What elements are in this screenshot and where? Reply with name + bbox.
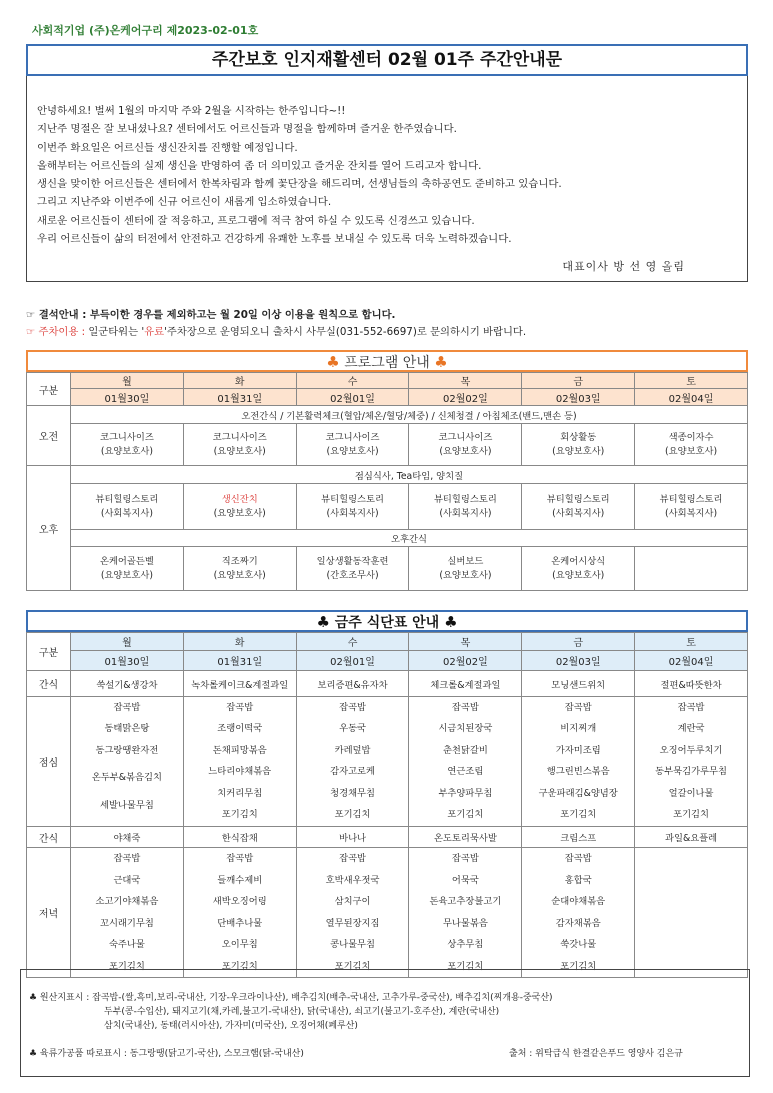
menu-item: 순대야채볶음 (551, 896, 606, 907)
program-staff: (요양보호사) (439, 569, 492, 581)
snack-cell: 모닝샌드위치 (522, 671, 635, 697)
col-label: 구분 (27, 633, 71, 671)
program-table (26, 372, 748, 591)
morning-common: 오전간식 / 기본활력체크(혈압/체온/혈당/체중) / 신체청결 / 아침체조(밴드,맨손 등) (71, 406, 748, 424)
club-icon: ♣ (444, 613, 458, 631)
menu-item: 돈채피망볶음 (212, 744, 267, 756)
day-cell: 월 (71, 633, 184, 651)
origin-line: 두부(콩-수입산), 돼지고기(채,카레,불고기-국내산), 닭(국내산), 쇠고기(불고기-호주산), 계란(국내산) (104, 1007, 500, 1017)
menu-item: 쑥갓나물 (560, 939, 597, 950)
program-cell (183, 424, 296, 466)
program-staff: (사회복지사) (664, 507, 718, 519)
day-cell: 목 (409, 633, 522, 651)
letter-line: 그리고 지난주와 이번주에 신규 어르신이 새롭게 입소하였습니다. (37, 196, 332, 209)
menu-item: 꼬시래기무침 (99, 917, 154, 929)
menu-item: 감자채볶음 (555, 917, 601, 929)
dinner-cell-empty (635, 848, 748, 978)
menu-item: 춘천닭갈비 (442, 744, 488, 756)
afternoon-common: 점심식사, Tea타임, 양치질 (71, 466, 748, 484)
program-cell (635, 424, 748, 466)
lunch-cell (296, 697, 409, 827)
absence-notice: ☞ 결석안내 : 부득이한 경우를 제외하고는 월 20일 이상 이용을 원칙으로 합니다. (26, 309, 396, 321)
day-cell: 화 (183, 633, 296, 651)
menu-item: 홍합국 (564, 874, 592, 886)
program-cell (296, 484, 409, 530)
program-cell (71, 424, 184, 466)
date-cell: 02월01일 (296, 389, 409, 406)
program-staff: (요양보호사) (552, 569, 605, 581)
date-cell: 02월01일 (296, 651, 409, 671)
dinner-cell (409, 848, 522, 978)
snack-cell: 바나나 (296, 827, 409, 848)
date-cell: 02월02일 (409, 651, 522, 671)
lunch-cell (183, 697, 296, 827)
snack-cell: 쑥설기&생강차 (71, 671, 184, 697)
menu-title: 금주 식단표 안내 (334, 615, 440, 631)
program-staff: (요양보호사) (664, 445, 718, 457)
page-title: 주간보호 인지재활센터 02월 01주 주간안내문 (26, 44, 748, 76)
date-cell: 02월04일 (635, 389, 748, 406)
menu-item: 포기김치 (447, 960, 484, 972)
program-staff: (간호조무사) (326, 569, 379, 581)
menu-item: 청경채무침 (330, 787, 376, 799)
day-cell: 토 (635, 373, 748, 389)
letter-line: 새로운 어르신들이 센터에 잘 적응하고, 프로그램에 적극 참여 하실 수 있도록 신경쓰고 있습니다. (37, 214, 475, 227)
menu-item: 온두부&볶음김치 (91, 772, 162, 784)
day-cell: 금 (522, 373, 635, 389)
menu-item: 느타리야채볶음 (208, 766, 272, 778)
program-staff: (사회복지사) (439, 507, 492, 519)
menu-item: 포기김치 (108, 960, 145, 972)
program-staff: (요양보호사) (100, 569, 153, 581)
program-cell (183, 547, 296, 591)
snack-cell: 체크롤&계절과일 (409, 671, 522, 697)
greeting-letter (26, 76, 748, 282)
menu-item: 숙주나물 (108, 939, 145, 950)
program-staff: (사회복지사) (326, 507, 379, 519)
lunch-cell (635, 697, 748, 827)
program-name: 직조짜기 (221, 555, 258, 567)
day-cell: 금 (522, 633, 635, 651)
program-cell (635, 484, 748, 530)
snack-cell: 야채죽 (71, 827, 184, 848)
lunch-cell (71, 697, 184, 827)
menu-item: 잡곡밥 (677, 702, 705, 713)
program-staff: (요양보호사) (100, 445, 153, 457)
letter-line: 이번주 화요일은 어르신들 생신잔치를 진행할 예정입니다. (37, 141, 298, 154)
menu-item: 삼치구이 (334, 896, 371, 907)
program-name: 뷰티힐링스토리 (433, 493, 497, 505)
menu-item: 계란국 (677, 723, 705, 735)
letter-line: 생신을 맞이한 어르신들은 센터에서 한복차림과 함께 꽃단장을 해드리며, 선생님들의 축하공연도 준비하고 있습니다. (37, 178, 562, 191)
menu-item: 무나물볶음 (442, 917, 488, 929)
club-icon: ♣ (434, 353, 448, 371)
snack-cell: 녹차롤케이크&계절과일 (183, 671, 296, 697)
menu-item: 동태맑은탕 (104, 723, 150, 735)
menu-item: 치커리무침 (217, 787, 263, 799)
signature: 대표이사 방 선 영 올림 (562, 260, 685, 273)
menu-item: 가자미조림 (555, 744, 601, 756)
parking-paid: 유료 (144, 326, 165, 338)
program-cell (522, 484, 635, 530)
dinner-cell (183, 848, 296, 978)
afternoon-common: 오후간식 (71, 530, 748, 547)
program-staff: (요양보호사) (439, 445, 492, 457)
program-cell (635, 547, 748, 591)
day-cell: 화 (183, 373, 296, 389)
snack-cell: 한식잡채 (183, 827, 296, 848)
menu-header (26, 610, 748, 632)
snack-cell: 크림스프 (522, 827, 635, 848)
menu-item: 비지찌개 (560, 723, 597, 735)
row-label: 오후 (27, 466, 71, 591)
row-label: 간식 (27, 827, 71, 848)
program-name: 뷰티힐링스토리 (659, 493, 723, 505)
menu-item: 감자고로케 (330, 766, 376, 778)
snack-cell: 절편&따뜻한차 (635, 671, 748, 697)
letter-line: 우리 어르신들이 삶의 터전에서 안전하고 건강하게 유쾌한 노후를 보내실 수 있도록 더욱 노력하겠습니다. (37, 233, 512, 246)
menu-item: 카레덮밥 (334, 744, 371, 756)
menu-item: 잡곡밥 (339, 853, 367, 864)
org-label: 사회적기업 (주)온케어구리 제2023-02-01호 (32, 24, 259, 37)
menu-item: 포기김치 (560, 808, 597, 820)
date-cell: 02월03일 (522, 651, 635, 671)
menu-item: 근대국 (113, 874, 141, 886)
program-name: 일상생활동작훈련 (316, 555, 389, 567)
club-icon: ♣ (316, 613, 330, 631)
menu-item: 동그랑땡완자전 (95, 744, 159, 756)
menu-item: 시금치된장국 (438, 723, 493, 735)
letter-line: 안녕하세요! 벌써 1월의 마지막 주와 2월을 시작하는 한주입니다~!! (37, 105, 346, 117)
date-cell: 01월30일 (71, 651, 184, 671)
date-cell: 01월31일 (183, 389, 296, 406)
origin-line: ♣ 원산지표시 : 잡곡밥-(쌀,흑미,보리-국내산, 기장-우크라이나산), 배추김치(배추-국내산, 고추가루-중국산), 배추김치(찌개용-중국산) (29, 993, 553, 1003)
program-cell (71, 547, 184, 591)
dinner-cell (296, 848, 409, 978)
menu-table (26, 632, 748, 978)
menu-item: 어묵국 (451, 874, 479, 886)
program-staff: (요양보호사) (213, 569, 266, 581)
program-staff: (요양보호사) (552, 445, 605, 457)
date-cell: 02월03일 (522, 389, 635, 406)
menu-item: 포기김치 (221, 808, 258, 820)
program-name: 온케어시상식 (551, 555, 606, 567)
menu-item: 오징어두루치기 (659, 744, 723, 756)
program-staff: (요양보호사) (213, 445, 266, 457)
program-name: 코그니사이즈 (325, 431, 380, 443)
day-cell: 수 (296, 373, 409, 389)
program-name: 온케어골든벨 (99, 555, 154, 567)
row-label: 간식 (27, 671, 71, 697)
date-cell: 01월31일 (183, 651, 296, 671)
origin-line: 삼치(국내산), 동태(러시아산), 가자미(미국산), 오징어채(페루산) (104, 1021, 358, 1031)
snack-cell: 온도토리묵사발 (409, 827, 522, 848)
letter-line: 올해부터는 어르신들의 실제 생신을 반영하여 좀 더 의미있고 즐거운 잔치를 열어 드리고자 합니다. (37, 159, 482, 172)
program-name: 뷰티힐링스토리 (546, 493, 610, 505)
date-cell: 02월02일 (409, 389, 522, 406)
snack-cell: 과일&요플레 (635, 827, 748, 848)
menu-item: 잡곡밥 (451, 853, 479, 864)
source-line: 출처 : 위탁급식 한결같은푸드 영양사 김은규 (509, 1049, 683, 1059)
program-cell (71, 484, 184, 530)
club-icon: ♣ (326, 353, 340, 371)
menu-item: 동부묵김가루무침 (655, 766, 727, 778)
menu-item: 우동국 (339, 723, 367, 735)
program-cell (522, 424, 635, 466)
program-name: 코그니사이즈 (99, 431, 154, 443)
program-name: 색종이자수 (668, 431, 714, 443)
program-name: 코그니사이즈 (212, 431, 267, 443)
menu-item: 돈육고추장불고기 (429, 896, 502, 907)
parking-label: ☞ 주차이용 : (26, 326, 86, 338)
program-cell (409, 484, 522, 530)
menu-item: 상추무침 (447, 939, 484, 950)
menu-item: 세발나물무침 (99, 800, 154, 812)
menu-item: 포기김치 (560, 960, 597, 972)
menu-item: 잡곡밥 (113, 853, 141, 864)
menu-item: 잡곡밥 (564, 702, 592, 713)
row-label: 저녁 (27, 848, 71, 978)
program-name: 뷰티힐링스토리 (95, 493, 159, 505)
menu-item: 포기김치 (673, 808, 710, 820)
program-name-highlight: 생신잔치 (221, 493, 258, 505)
menu-item: 콩나물무침 (330, 939, 376, 950)
menu-item: 소고기야채볶음 (95, 896, 159, 907)
program-staff: (사회복지사) (100, 507, 153, 519)
day-cell: 목 (409, 373, 522, 389)
day-cell: 토 (635, 633, 748, 651)
program-cell (183, 484, 296, 530)
program-name: 코그니사이즈 (438, 431, 493, 443)
program-cell (522, 547, 635, 591)
menu-item: 포기김치 (334, 960, 371, 972)
menu-item: 새박오징어링 (212, 896, 267, 907)
menu-item: 단배추나물 (217, 917, 263, 929)
program-header (26, 350, 748, 372)
lunch-cell (522, 697, 635, 827)
menu-item: 조랭이떡국 (217, 723, 263, 735)
parking-notice (26, 323, 526, 338)
menu-item: 포기김치 (447, 808, 484, 820)
parking-text: 일군타워는 ' (85, 326, 145, 338)
menu-item: 잡곡밥 (451, 702, 479, 713)
dinner-cell (522, 848, 635, 978)
menu-item: 부추양파무침 (438, 787, 493, 799)
program-cell (409, 547, 522, 591)
program-staff: (요양보호사) (213, 507, 266, 519)
program-cell (409, 424, 522, 466)
program-staff: (사회복지사) (552, 507, 605, 519)
menu-item: 얼갈이나물 (668, 787, 714, 799)
program-cell (296, 424, 409, 466)
program-name: 실버보드 (447, 555, 484, 567)
menu-item: 열무된장지짐 (325, 917, 380, 929)
program-staff: (요양보호사) (326, 445, 379, 457)
date-cell: 01월30일 (71, 389, 184, 406)
menu-item: 들깨수제비 (217, 874, 263, 886)
menu-item: 호박새우젓국 (325, 874, 380, 886)
menu-item: 연근조림 (447, 766, 484, 778)
menu-item: 잡곡밥 (339, 702, 367, 713)
date-cell: 02월04일 (635, 651, 748, 671)
snack-cell: 보리증편&유자차 (296, 671, 409, 697)
program-title: 프로그램 안내 (344, 355, 430, 371)
menu-item: 오이무침 (221, 939, 258, 950)
footer-box (20, 969, 750, 1077)
menu-item: 잡곡밥 (226, 853, 254, 864)
day-cell: 월 (71, 373, 184, 389)
menu-item: 구운파래김&양념장 (538, 787, 618, 799)
day-cell: 수 (296, 633, 409, 651)
menu-item: 잡곡밥 (113, 702, 141, 713)
program-name: 뷰티힐링스토리 (321, 493, 384, 505)
program-cell (296, 547, 409, 591)
dinner-cell (71, 848, 184, 978)
parking-text-2: '주차장으로 운영되오니 출차시 사무실(031-552-6697)로 문의하시기 바랍니다. (164, 326, 527, 338)
row-label: 오전 (27, 406, 71, 466)
processed-meat-line: ♣ 육류가공품 따로표시 : 동그랑땡(닭고기-국산), 스모크햄(닭-국내산) (29, 1049, 304, 1059)
menu-item: 잡곡밥 (226, 702, 254, 713)
row-label: 점심 (27, 697, 71, 827)
menu-item: 행그린빈스볶음 (546, 766, 610, 778)
program-name: 회상활동 (560, 431, 597, 443)
col-label: 구분 (27, 373, 71, 406)
letter-line: 지난주 명절은 잘 보내셨나요? 센터에서도 어르신들과 명절을 함께하며 즐거운 한주였습니다. (37, 123, 457, 136)
menu-item: 포기김치 (334, 808, 371, 820)
menu-item: 잡곡밥 (564, 853, 592, 864)
menu-item: 포기김치 (221, 960, 258, 972)
lunch-cell (409, 697, 522, 827)
